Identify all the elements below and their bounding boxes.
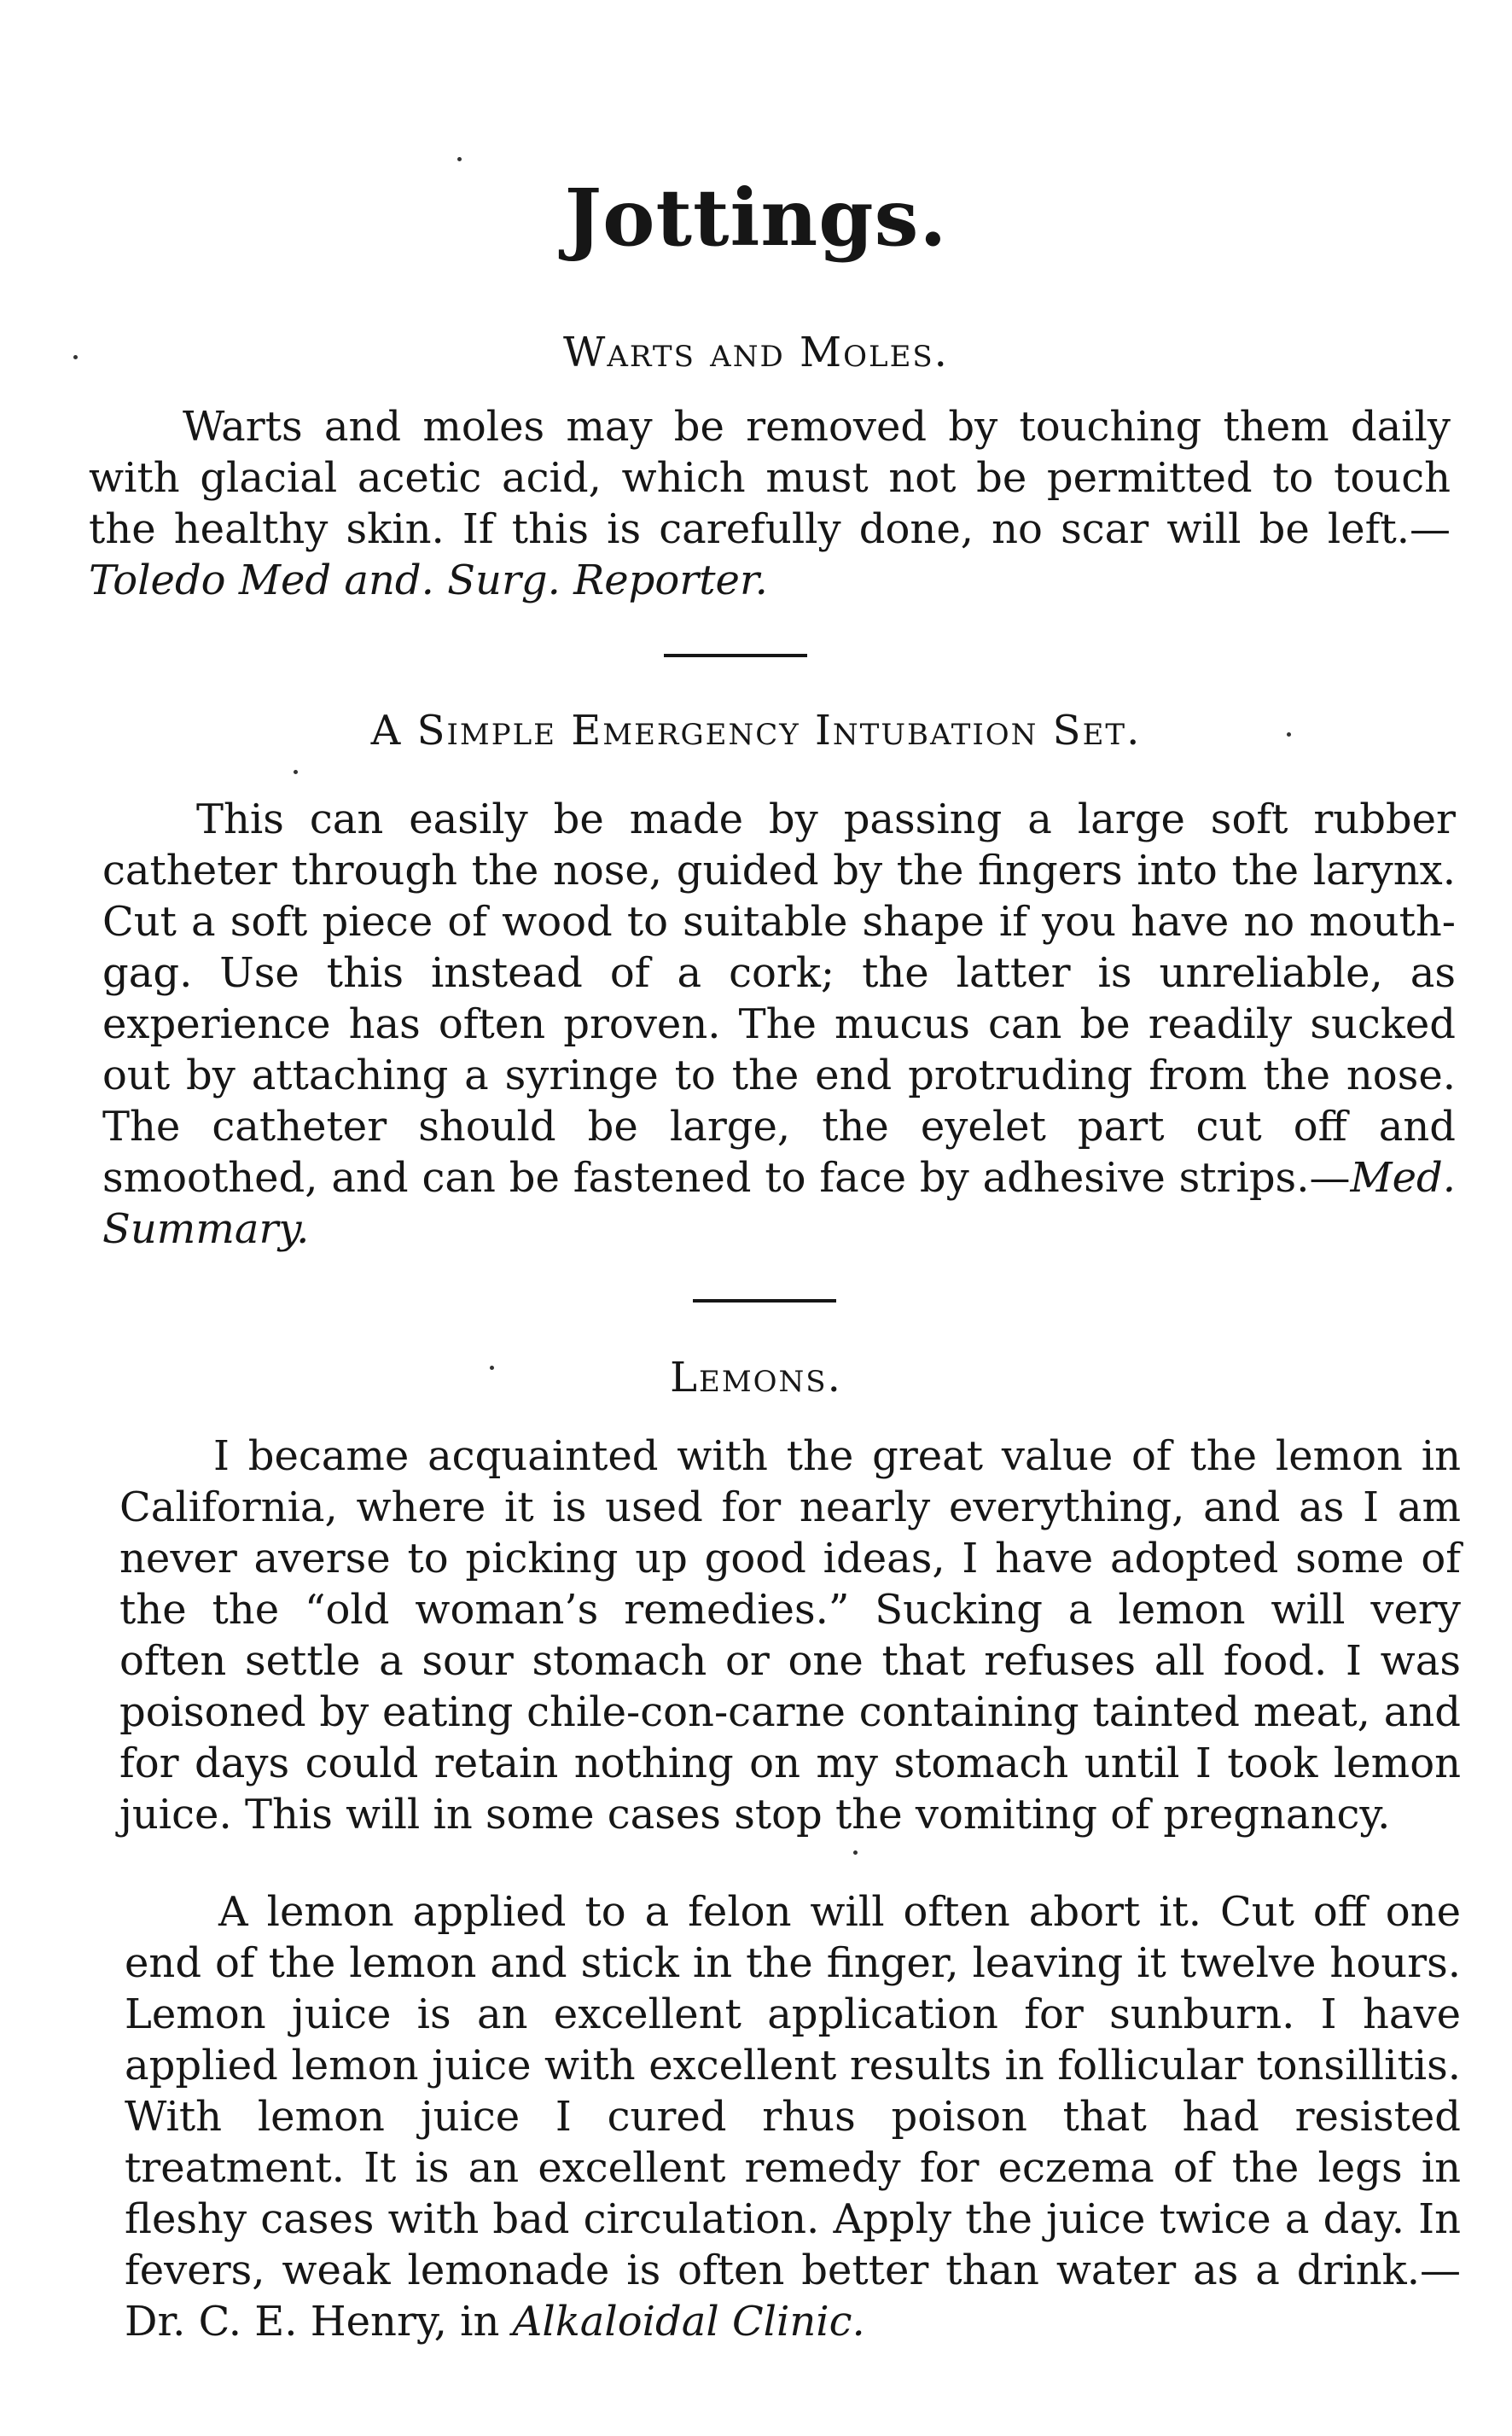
scan-speck (1287, 732, 1291, 737)
article-source: Toledo Med and. Surg. Reporter. (89, 557, 768, 604)
scan-speck (294, 770, 298, 774)
section-divider (693, 1299, 836, 1303)
scan-speck (457, 157, 462, 161)
page-title: Jottings. (564, 172, 948, 264)
article-lemons-paragraph (125, 1886, 1461, 2347)
section-heading-intubation-set: A Simple Emergency Intubation Set. (370, 707, 1142, 755)
article-lemons-paragraph: I became acquainted with the great value of the lemon in California, where it is used for nearly everything, and as I am never averse to picking up good ideas, I have adopted some of the the “old woman’s remedies.” Sucking a lemon will very often settle a sour stomach or one that refuses all food. I was poisoned by eating chile-con-carne containing tainted meat, and for days could retain nothing on my stomach until I took lemon juice. This will in some cases stop the vomiting of pregnancy. (119, 1432, 1461, 1839)
article-body: A lemon applied to a felon will often abort it. Cut off one end of the lemon and stick in the finger, leaving it twelve hours. Lemon juice is an excellent application for sunburn. I have applied lemon juice with excellent results in follicular tonsillitis. With lemon juice I cured rhus poison that had resisted treatment. It is an excellent remedy for eczema of the legs in fleshy cases with bad circulation. Apply the juice twice a day. In fevers, weak lemonade is often better than water as a drink.—Dr. C. E. Henry, in (125, 1888, 1461, 2346)
section-heading-warts-and-moles: Warts and Moles. (563, 329, 949, 376)
scan-speck (853, 1850, 858, 1855)
section-heading-lemons: Lemons. (670, 1354, 842, 1402)
article-body: This can easily be made by passing a large soft rubber catheter through the nose, guided by the fingers into the larynx. Cut a soft piece of wood to suitable shape if you have no mouth-gag. Use this instead of a cork; the latter is unreliable, as experience has often proven. The mucus can be readily sucked out by attaching a syringe to the end protruding from the nose. The catheter should be large, the eyelet part cut off and smoothed, and can be fastened to face by adhesive strips.— (102, 795, 1456, 1202)
article-body: Warts and moles may be removed by touching them daily with glacial acetic acid, which must not be permitted to touch the healthy skin. If this is carefully done, no scar will be left.— (89, 403, 1451, 553)
article-warts-and-moles (89, 401, 1451, 606)
scan-speck (490, 1366, 494, 1370)
scan-speck (73, 355, 78, 359)
article-source: Med. Summary. (102, 1154, 1456, 1253)
section-divider (664, 654, 807, 657)
article-source: Alkaloidal Clinic. (512, 2298, 865, 2346)
article-intubation-set (102, 794, 1456, 1255)
